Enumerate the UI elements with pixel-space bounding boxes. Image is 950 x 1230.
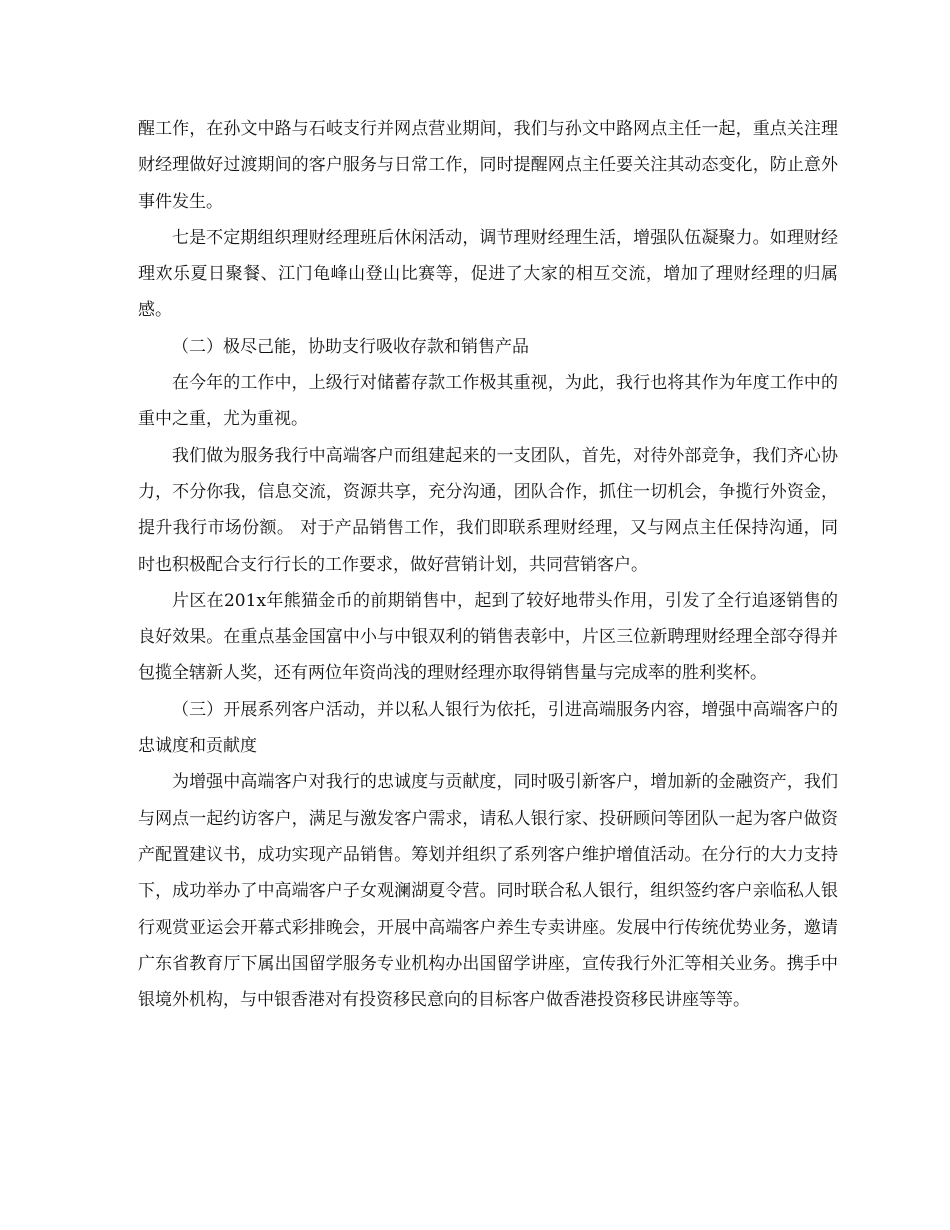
paragraph-2: 七是不定期组织理财经理班后休闲活动，调节理财经理生活，增强队伍凝聚力。如理财经理欢乐夏日聚餐、江门龟峰山登山比赛等，促进了大家的相互交流，增加了理财经理的归属感。 [138,227,838,321]
section-heading-3: （三）开展系列客户活动，并以私人银行为依托，引进高端服务内容，增强中高端客户的忠诚度和贡献度 [138,699,838,757]
section-heading-2: （二）极尽己能，协助支行吸收存款和销售产品 [172,336,529,357]
paragraph-1: 醒工作，在孙文中路与石岐支行并网点营业期间，我们与孙文中路网点主任一起，重点关注理财经理做好过渡期间的客户服务与日常工作，同时提醒网点主任要关注其动态变化，防止意外事件发生。 [138,119,838,212]
document-body [138,111,838,1018]
paragraph-4: 我们做为服务我行中高端客户而组建起来的一支团队，首先，对待外部竞争，我们齐心协力，不分你我，信息交流，资源共享，充分沟通，团队合作，抓住一切机会，争揽行外资金，提升我行市场份额。 对于产品销售工作，我们即联系理财经理，又与网点主任保持沟通，同时也积极配合支行行长的工作要求，做好营销计划，共同营销客户。 [138,445,838,575]
paragraph-3: 在今年的工作中，上级行对储蓄存款工作极其重视，为此，我行也将其作为年度工作中的重中之重，尤为重视。 [138,373,838,430]
paragraph-5: 片区在201x年熊猫金币的前期销售中，起到了较好地带头作用，引发了全行追逐销售的良好效果。在重点基金国富中小与中银双利的销售表彰中，片区三位新聘理财经理全部夺得并包揽全辖新人奖，还有两位年资尚浅的理财经理亦取得销售量与完成率的胜利奖杯。 [138,590,838,684]
paragraph-6: 为增强中高端客户对我行的忠诚度与贡献度，同时吸引新客户，增加新的金融资产，我们与网点一起约访客户，满足与激发客户需求，请私人银行家、投研顾问等团队一起为客户做资产配置建议书，成功实现产品销售。筹划并组织了系列客户维护增值活动。在分行的大力支持下，成功举办了中高端客户子女观澜湖夏令营。同时联合私人银行，组织签约客户亲临私人银行观赏亚运会开幕式彩排晚会，开展中高端客户养生专卖讲座。发展中行传统优势业务，邀请广东省教育厅下属出国留学服务专业机构办出国留学讲座，宣传我行外汇等相关业务。携手中银境外机构，与中银香港对有投资移民意向的目标客户做香港投资移民讲座等等。 [138,772,838,1011]
